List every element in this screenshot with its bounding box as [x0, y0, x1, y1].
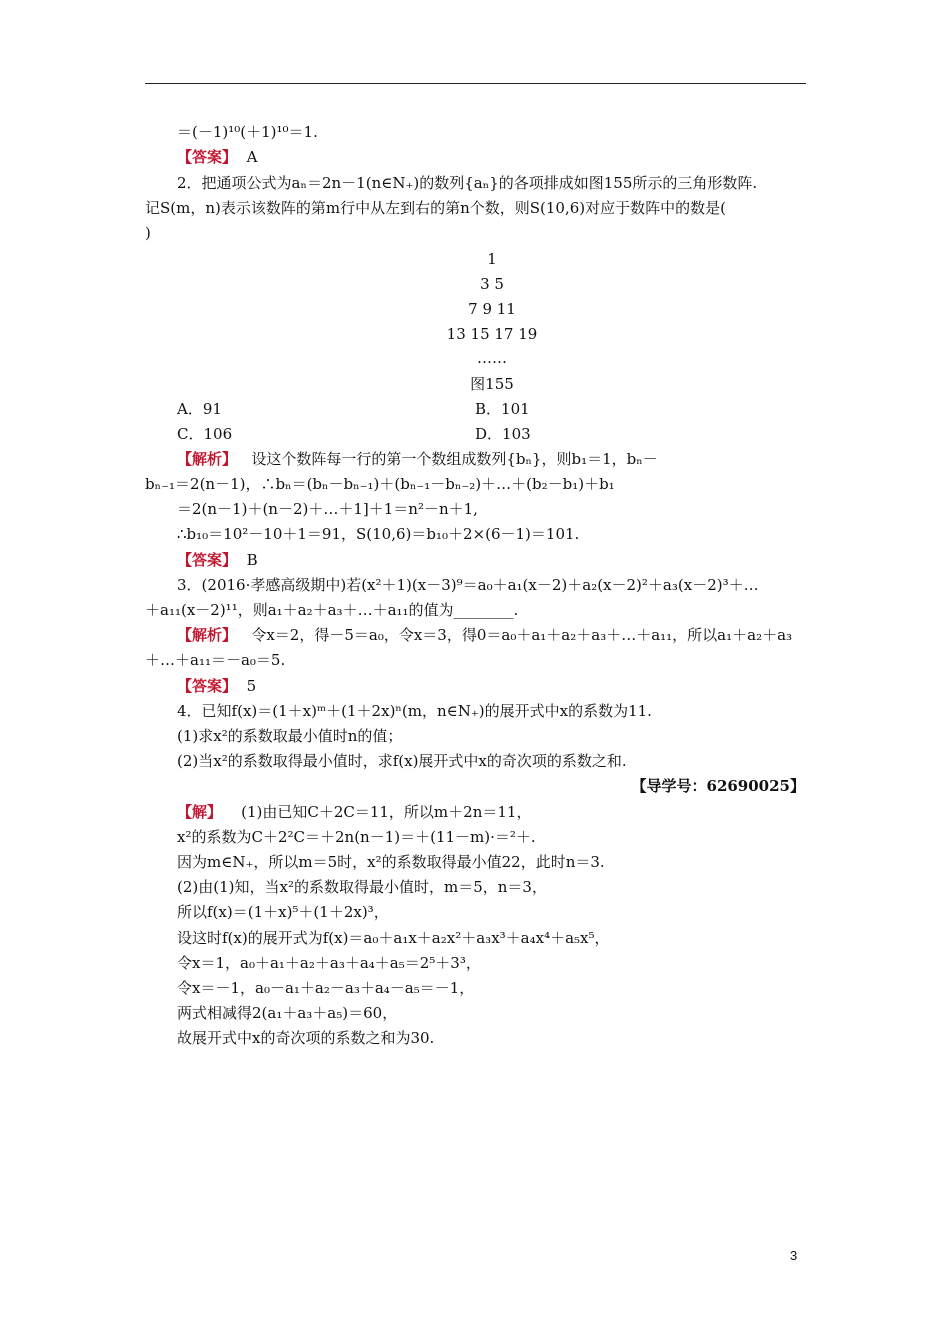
header-rule: [145, 83, 806, 84]
solution-line-8: 令x＝－1，a₀－a₁＋a₂－a₃＋a₄－a₅＝－1，: [177, 979, 475, 997]
solution-line-1: [177, 802, 531, 822]
solution-line-7: 令x＝1，a₀＋a₁＋a₂＋a₃＋a₄＋a₅＝2⁵＋3³，: [177, 954, 481, 972]
figure-caption: 图155: [470, 375, 514, 393]
answer-line-3: [177, 676, 256, 696]
analysis-line-1: [177, 449, 658, 469]
solution-line-5: 所以f(x)＝(1＋x)⁵＋(1＋2x)³，: [177, 903, 389, 921]
triangle-ellipsis: ……: [477, 349, 507, 367]
solution-line-6: 设这时f(x)的展开式为f(x)＝a₀＋a₁x＋a₂x²＋a₃x³＋a₄x⁴＋a₅x⁵，: [177, 929, 610, 947]
question-3-line-2: ＋a₁₁(x－2)¹¹，则a₁＋a₂＋a₃＋…＋a₁₁的值为________.: [145, 601, 519, 619]
question-4-line-1: 4．已知f(x)＝(1＋x)ᵐ＋(1＋2x)ⁿ(m，n∈N₊)的展开式中x的系数为11.: [177, 702, 652, 720]
answer-value: A: [246, 148, 258, 166]
analysis-line-4: ∴b₁₀＝10²－10＋1＝91，S(10,6)＝b₁₀＋2×(6－1)＝101.: [177, 525, 580, 543]
answer-tag: 【答案】: [177, 551, 238, 569]
analysis-3-line-2: ＋…＋a₁₁＝－a₀＝5.: [145, 651, 286, 669]
analysis-tag: 【解析】: [177, 626, 238, 644]
analysis-3-line-1: [177, 625, 792, 645]
question-2-line-1: 2．把通项公式为aₙ＝2n－1(n∈N₊)的数列{aₙ}的各项排成如图155所示的三角形数阵.: [177, 174, 758, 192]
triangle-row-2: 3 5: [480, 275, 504, 293]
answer-value: B: [246, 551, 258, 569]
triangle-row-1: 1: [487, 250, 497, 268]
line-01: ＝(－1)¹⁰(＋1)¹⁰＝1.: [177, 123, 318, 141]
option-d: D．103: [475, 425, 531, 443]
question-2-line-2: 记S(m，n)表示该数阵的第m行中从左到右的第n个数，则S(10,6)对应于数阵中的数是(: [145, 199, 726, 217]
solution-line-9: 两式相减得2(a₁＋a₃＋a₅)＝60，: [177, 1004, 398, 1022]
analysis-text: 设这个数阵每一行的第一个数组成数列{bₙ}，则b₁＝1，bₙ－: [251, 450, 658, 468]
analysis-line-2: bₙ₋₁＝2(n－1)，∴bₙ＝(bₙ－bₙ₋₁)＋(bₙ₋₁－bₙ₋₂)＋…＋(b₂－b₁)＋b₁: [145, 475, 615, 493]
answer-tag: 【答案】: [177, 148, 238, 166]
solution-line-4: (2)由(1)知，当x²的系数取得最小值时，m＝5，n＝3，: [177, 878, 547, 896]
question-4-part-2: (2)当x²的系数取得最小值时，求f(x)展开式中x的奇次项的系数之和.: [177, 752, 627, 770]
answer-line-1: [177, 147, 257, 167]
option-c: C．106: [177, 425, 233, 443]
analysis-line-3: ＝2(n－1)＋(n－2)＋…＋1]＋1＝n²－n＋1,: [177, 500, 478, 518]
analysis-text: 令x＝2，得－5＝a₀，令x＝3，得0＝a₀＋a₁＋a₂＋a₃＋…＋a₁₁，所以a₁＋a₂＋a₃: [251, 626, 793, 644]
question-2-line-3: ): [145, 224, 151, 242]
solution-line-3: 因为m∈N₊，所以m＝5时，x²的系数取得最小值22，此时n＝3.: [177, 853, 605, 871]
solution-tag: 【解】: [177, 803, 223, 821]
solution-text: (1)由已知C＋2C＝11，所以m＋2n＝11，: [241, 803, 532, 821]
answer-tag: 【答案】: [177, 677, 238, 695]
guide-number: 【导学号：62690025】: [631, 777, 805, 795]
answer-value: 5: [246, 677, 257, 695]
option-a: A．91: [177, 400, 222, 418]
question-4-part-1: (1)求x²的系数取最小值时n的值；: [177, 727, 403, 745]
question-3-line-1: 3．(2016·孝感高级期中)若(x²＋1)(x－3)⁹＝a₀＋a₁(x－2)＋a₂(x－2)²＋a₃(x－2)³＋…: [177, 576, 759, 594]
triangle-row-4: 13 15 17 19: [446, 325, 538, 343]
solution-line-10: 故展开式中x的奇次项的系数之和为30.: [177, 1029, 435, 1047]
triangle-row-3: 7 9 11: [468, 300, 516, 318]
answer-line-2: [177, 550, 258, 570]
page-number: 3: [790, 1248, 798, 1263]
option-b: B．101: [475, 400, 530, 418]
solution-line-2: x²的系数为C＋2²C＝＋2n(n－1)＝＋(11－m)·＝²＋.: [177, 828, 536, 846]
analysis-tag: 【解析】: [177, 450, 238, 468]
